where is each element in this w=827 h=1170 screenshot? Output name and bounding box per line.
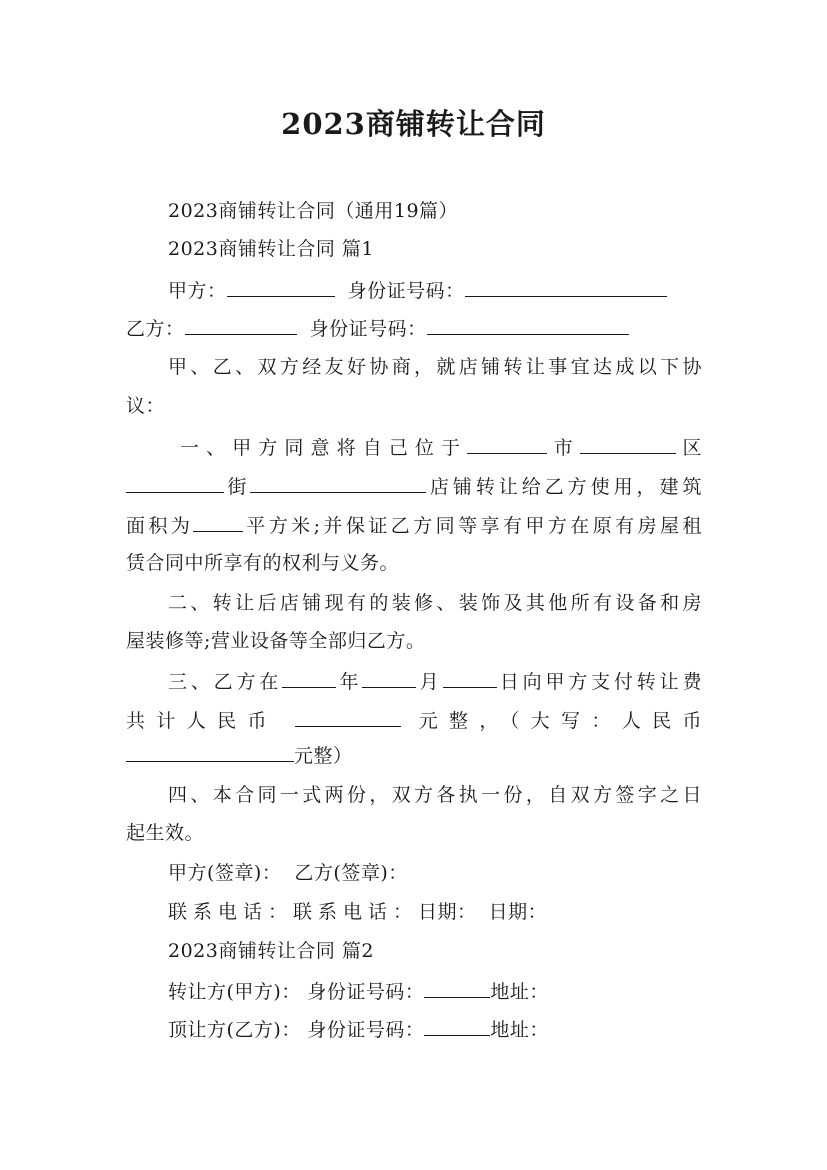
clause-3-start: 三、乙方在 — [168, 671, 283, 693]
district-name-blank — [126, 473, 224, 493]
transferor-label: 转让方(甲方)： — [168, 981, 301, 1003]
day-text: 日向甲方支付转让费 — [496, 671, 702, 693]
transferor-id-label: 身份证号码： — [307, 981, 425, 1003]
clause-3-line-2 — [126, 707, 702, 733]
transferor-line — [168, 978, 702, 1004]
transferee-id-label: 身份证号码： — [307, 1019, 425, 1041]
party-b-id-blank — [427, 315, 629, 335]
clause-2-line-1: 二、转让后店铺现有的装修、装饰及其他所有设备和房 — [168, 592, 702, 614]
yuan-label: 元整，（大写：人民币 — [418, 710, 702, 732]
party-a-contact: 联系电话： — [168, 901, 294, 923]
clause-1-line-3 — [126, 512, 702, 538]
clause-1-line-2 — [126, 473, 702, 499]
transferee-id-blank — [424, 1016, 490, 1036]
month-label: 月 — [416, 671, 443, 693]
party-a-date: 日期： — [418, 901, 477, 923]
month-blank — [362, 668, 416, 688]
clause-3-end: 元整） — [294, 745, 353, 767]
party-b-name-blank — [185, 315, 297, 335]
clause-3-line-1 — [168, 668, 702, 694]
party-b-signature: 乙方(签章)： — [294, 862, 408, 884]
area-blank — [193, 512, 243, 532]
street-blank — [250, 473, 426, 493]
amount-words-blank — [126, 742, 294, 762]
subtitle: 2023商铺转让合同（通用19篇） — [168, 200, 459, 222]
clause-4-line-1: 四、本合同一式两份，双方各执一份，自双方签字之日 — [168, 784, 702, 806]
party-b-id-label: 身份证号码： — [309, 318, 427, 340]
transferee-label: 顶让方(乙方)： — [168, 1019, 301, 1041]
district-blank — [580, 434, 676, 454]
city-label: 市 — [547, 437, 580, 459]
party-a-id-label: 身份证号码： — [347, 280, 465, 302]
clause-2-line-2: 屋装修等;营业设备等全部归乙方。 — [126, 630, 426, 652]
total-label: 共计人民币 — [126, 710, 278, 732]
clause-3-line-3 — [126, 742, 702, 768]
day-blank — [443, 668, 497, 688]
party-b-date: 日期： — [488, 901, 548, 923]
transferee-line — [168, 1016, 702, 1042]
intro-line-1: 甲、乙、双方经友好协商，就店铺转让事宜达成以下协 — [168, 356, 702, 378]
party-a-id-blank — [465, 277, 667, 297]
year-blank — [282, 668, 336, 688]
document-title: 2023商铺转让合同 — [281, 107, 546, 141]
part2-heading: 2023商铺转让合同 篇2 — [168, 940, 374, 962]
transfer-text: 店铺转让给乙方使用，建筑 — [426, 476, 702, 498]
party-b-label: 乙方： — [126, 318, 185, 340]
city-blank — [467, 434, 547, 454]
part1-heading: 2023商铺转让合同 篇1 — [168, 238, 374, 260]
party-a-signature: 甲方(签章)： — [168, 862, 282, 884]
area-suffix: 平方米;并保证乙方同等享有甲方在原有房屋租 — [243, 515, 702, 537]
party-b-contact: 联系电话： — [293, 901, 419, 923]
transferor-address-label: 地址： — [490, 981, 549, 1003]
party-b-line — [126, 315, 702, 341]
clause-1-line-4: 赁合同中所享有的权利与义务。 — [126, 552, 400, 574]
signature-line — [168, 861, 702, 885]
district-label: 区 — [675, 437, 702, 459]
area-prefix: 面积为 — [126, 515, 194, 537]
party-a-name-blank — [227, 277, 335, 297]
clause-1-start: 一、甲方同意将自己位于 — [180, 437, 468, 459]
transferee-address-label: 地址： — [490, 1019, 549, 1041]
amount-blank — [295, 707, 401, 727]
party-a-label: 甲方： — [168, 280, 227, 302]
contact-line — [168, 900, 702, 924]
party-a-line — [168, 277, 702, 303]
clause-4-line-2: 起生效。 — [126, 822, 205, 844]
intro-line-2: 议： — [126, 395, 166, 417]
year-label: 年 — [336, 671, 363, 693]
clause-1-line-1 — [180, 434, 702, 460]
street-label: 街 — [224, 476, 251, 498]
transferor-id-blank — [424, 978, 490, 998]
